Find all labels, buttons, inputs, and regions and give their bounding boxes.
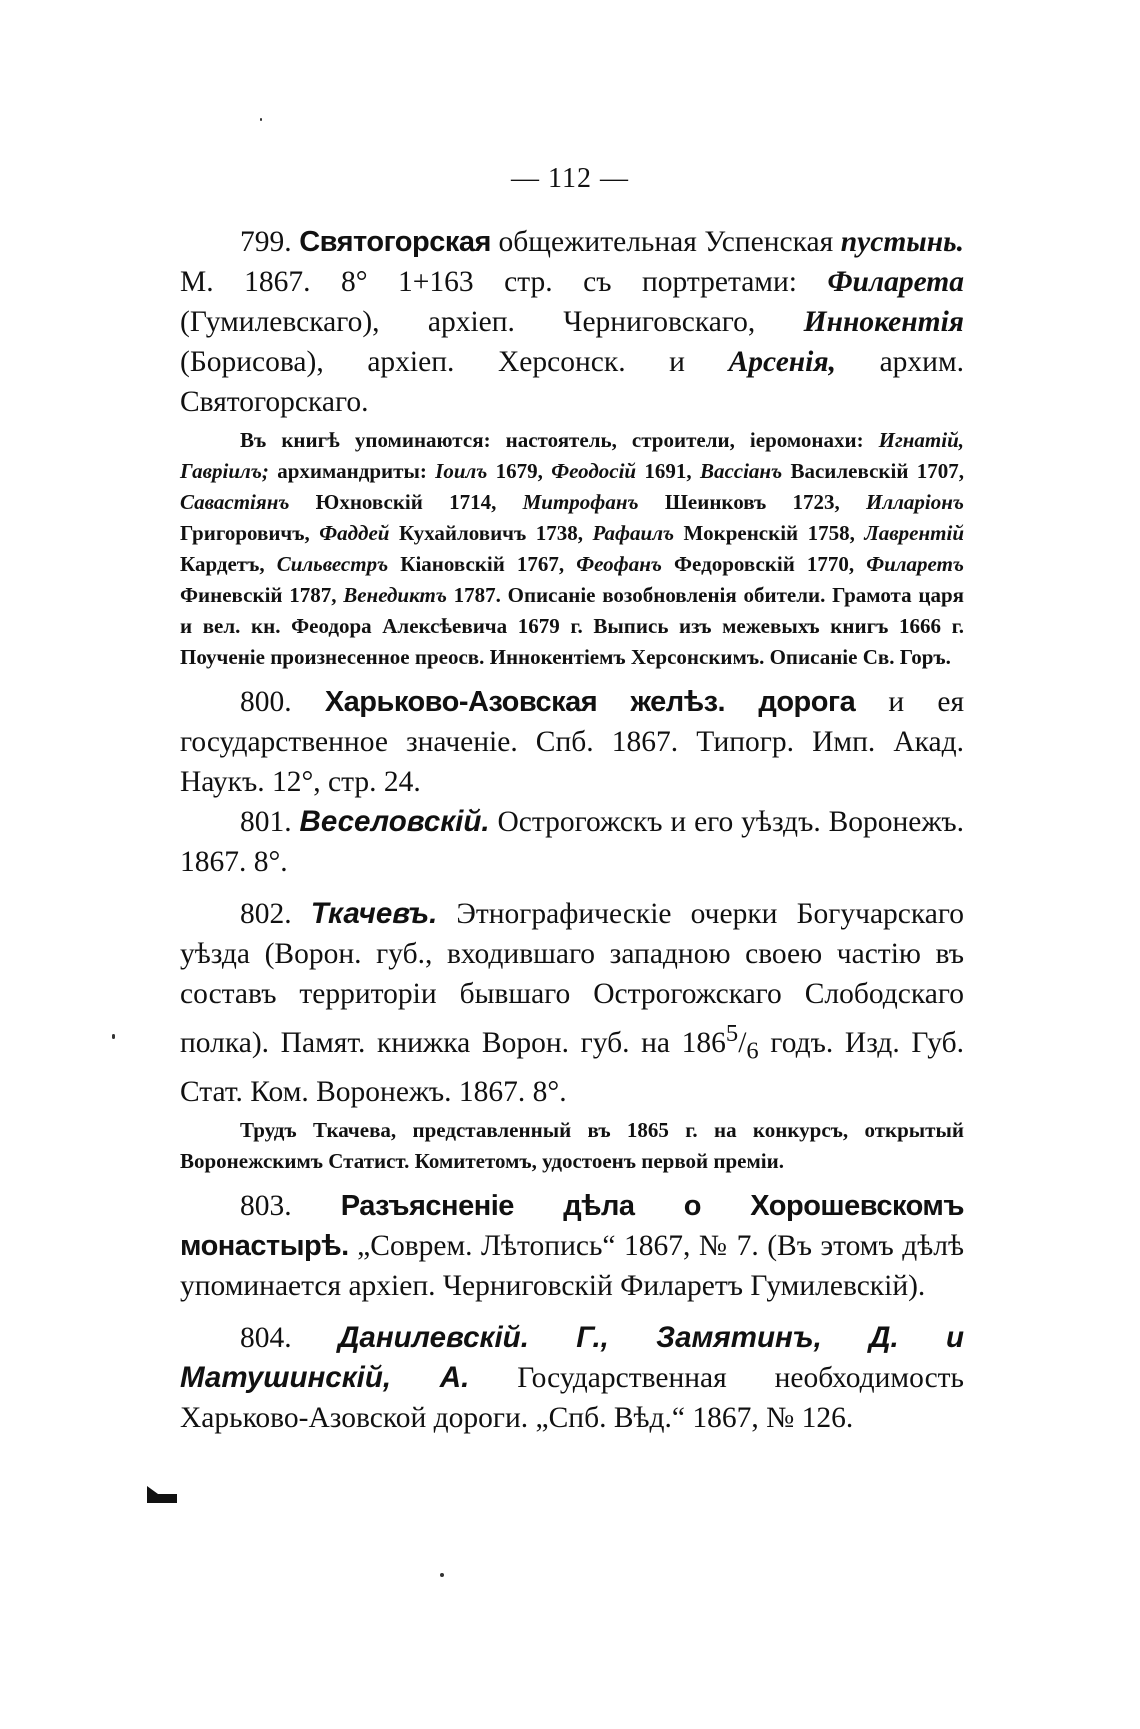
entry-number: 801. bbox=[240, 806, 292, 838]
entry-800: 800. Харьково-Азовская желѣз. дорога и ея государственное значеніе. Спб. 1867. Типогр. Имп. Акад. Наукъ. 12°, стр. 24. bbox=[180, 686, 965, 798]
entry-heading: Харьково-Азовская желѣз. дорога bbox=[324, 686, 856, 718]
speck-dot bbox=[112, 1034, 115, 1039]
entry-author: Ткачевъ. bbox=[310, 897, 438, 930]
page-content bbox=[180, 222, 964, 1438]
entry-number: 799. bbox=[240, 226, 292, 258]
entry-802-note: Трудъ Ткачева, представленный въ 1865 г. на конкурсъ, открытый Воронежскимъ Статист. Комитетомъ, удостоенъ первой преміи. bbox=[180, 1117, 964, 1173]
speck-dot bbox=[440, 1573, 444, 1577]
entry-799-note: Въ книгѣ упоминаются: настоятель, строители, іеромонахи: Игнатій, Гавріилъ; архимандриты: Іоилъ 1679, Феодосій 1691, Вассіанъ Василевскій 1707, Савастіянъ Юхновскій 1714, Митрофанъ Шеинковъ 1723, Илларіонъ Григоровичъ, Фаддей Кухайловичъ 1738, Рафаилъ Мокренскій 1758, Лаврентій Кардетъ, Сильвестръ Кіановскій 1767, Феофанъ Федоровскій 1770, Филаретъ Финевскій 1787, Венедиктъ 1787. Описаніе возобновленія обители. Грамота царя и вел. кн. Феодора Алексѣевича 1679 г. Выпись изъ межевыхъ книгъ 1666 г. Поученіе произнесенное преосв. Иннокентіемъ Херсонскимъ. Описаніе Св. Горъ. bbox=[180, 428, 965, 669]
entry-number: 800. bbox=[240, 686, 292, 718]
entry-804: 804. Данилевскій. Г., Замятинъ, Д. и Матушинскій, А. Государственная необходимость Харьково-Азовской дороги. „Спб. Вѣд.“ 1867, № 126. bbox=[180, 1320, 965, 1434]
page-number: — 112 — bbox=[511, 163, 629, 194]
entry-number: 804. bbox=[240, 1321, 292, 1354]
entry-803: 803. Разъясненіе дѣла о Хорошевскомъ монастырѣ. „Соврем. Лѣтопись“ 1867, № 7. (Въ этомъ дѣлѣ упоминается архіеп. Черниговскій Филаретъ Гумилевскій). bbox=[180, 1189, 965, 1302]
entry-799: 799. Святогорская общежительная Успенская пустынь. М. 1867. 8° 1+163 стр. съ портретами: Филарета (Гумилевскаго), архіеп. Черниговскаго, Иннокентія (Борисова), архіеп. Херсонск. и Арсенія, архим. Святогорскаго. bbox=[180, 226, 965, 418]
entry-802: 802. Ткачевъ. Этнографическіе очерки Богучарскаго уѣзда (Ворон. губ., входившаго западною своею частію въ составъ территоріи бывшаго Острогожскаго Слободскаго полка). Памят. книжка Ворон. губ. на $186^5/_6$ годъ. Изд. Губ. Стат. Ком. Воронежъ. 1867. 8°. bbox=[180, 897, 965, 1108]
entry-author: Данилевскій. Г., Замятинъ, Д. и Матушинскій, А. bbox=[180, 1320, 964, 1394]
entry-number: 803. bbox=[240, 1189, 292, 1222]
entry-author: Веселовскій. bbox=[299, 805, 490, 838]
entry-heading: Святогорская bbox=[299, 226, 491, 258]
printer-mark-bar bbox=[147, 1494, 177, 1503]
entry-heading: Разъясненіе дѣла о Хорошевскомъ монастырѣ. bbox=[180, 1189, 965, 1262]
entry-number: 802. bbox=[240, 898, 292, 930]
speck-dot bbox=[260, 118, 262, 121]
entry-801: 801. Веселовскій. Острогожскъ и его уѣздъ. Воронежъ. 1867. 8°. bbox=[180, 805, 965, 878]
